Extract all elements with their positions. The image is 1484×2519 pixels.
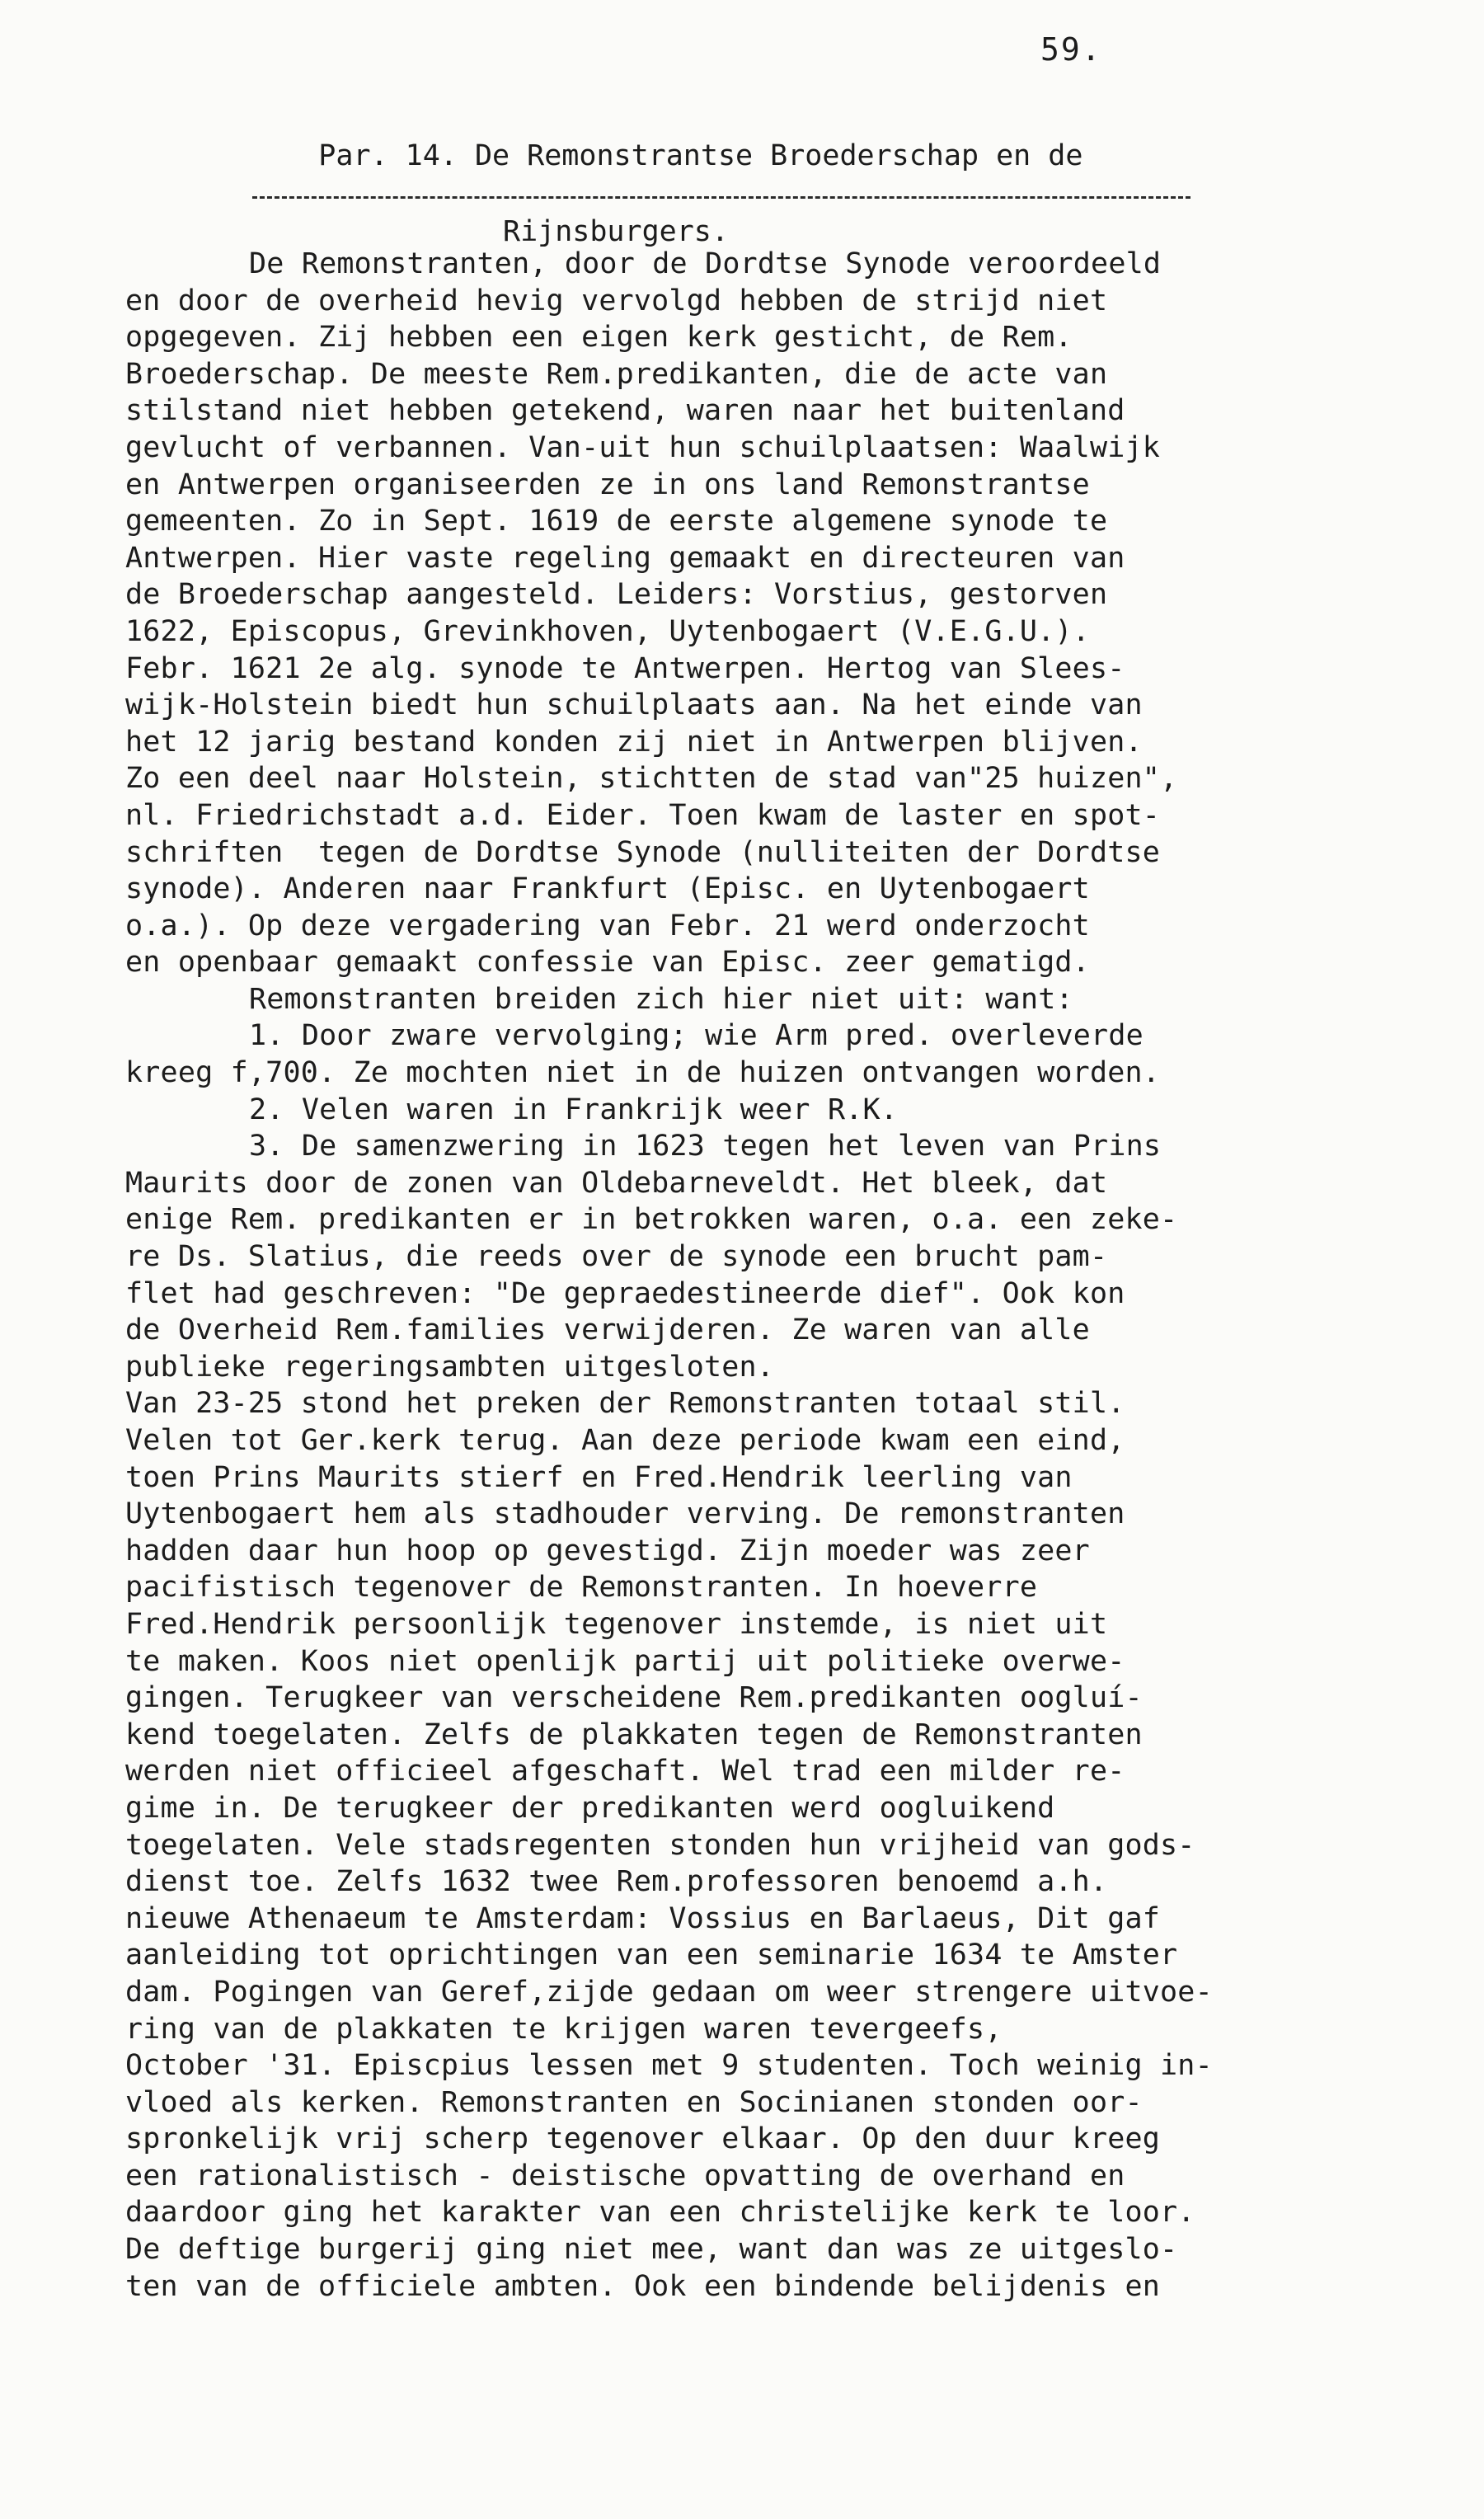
body-line: flet had geschreven: "De gepraedestineerde dief". Ook kon — [125, 1276, 1125, 1310]
heading-line-1: Par. 14. De Remonstrantse Broederschap en de — [318, 139, 1083, 172]
body-line: October '31. Episcpius lessen met 9 studenten. Toch weinig in- — [125, 2049, 1213, 2083]
body-line: gemeenten. Zo in Sept. 1619 de eerste algemene synode te — [125, 505, 1108, 538]
page-number: 59. — [1040, 31, 1102, 68]
body-line: enige Rem. predikanten er in betrokken waren, o.a. een zeke- — [125, 1203, 1178, 1237]
body-line: De deftige burgerij ging niet mee, want dan was ze uitgeslo- — [125, 2233, 1178, 2267]
body-line: Remonstranten breiden zich hier niet uit: want: — [249, 982, 1073, 1016]
body-line: daardoor ging het karakter van een christelijke kerk te loor. — [125, 2196, 1195, 2230]
body-line: Maurits door de zonen van Oldebarneveldt. Het bleek, dat — [125, 1166, 1108, 1200]
body-line: stilstand niet hebben getekend, waren naar het buitenland — [125, 394, 1125, 428]
body-line: ten van de officiele ambten. Ook een bindende belijdenis en — [125, 2269, 1161, 2303]
body-line: Velen tot Ger.kerk terug. Aan deze periode kwam een eind, — [125, 1424, 1125, 1457]
body-line: en Antwerpen organiseerden ze in ons land Remonstrantse — [125, 468, 1090, 501]
body-line: Zo een deel naar Holstein, stichtten de stad van"25 huizen", — [125, 762, 1178, 796]
heading-underline — [252, 196, 1190, 199]
body-line: o.a.). Op deze vergadering van Febr. 21 werd onderzocht — [125, 909, 1090, 942]
body-line: gevlucht of verbannen. Van-uit hun schuilplaatsen: Waalwijk — [125, 430, 1161, 464]
heading-line-2: Rijnsburgers. — [503, 215, 729, 248]
body-line: en openbaar gemaakt confessie van Episc. zeer gematigd. — [125, 946, 1090, 980]
body-line: gime in. De terugkeer der predikanten werd oogluikend — [125, 1791, 1055, 1825]
body-line: een rationalistisch - deistische opvatting de overhand en — [125, 2159, 1125, 2192]
body-line: 1622, Episcopus, Grevinkhoven, Uytenbogaert (V.E.G.U.). — [125, 614, 1090, 648]
body-line: toegelaten. Vele stadsregenten stonden hun vrijheid van gods- — [125, 1828, 1195, 1862]
body-line: en door de overheid hevig vervolgd hebben de strijd niet — [125, 284, 1108, 317]
body-line: Fred.Hendrik persoonlijk tegenover instemde, is niet uit — [125, 1607, 1108, 1641]
body-line: werden niet officieel afgeschaft. Wel trad een milder re- — [125, 1755, 1125, 1788]
body-line: de Broederschap aangesteld. Leiders: Vorstius, gestorven — [125, 578, 1108, 612]
body-line: kreeg f,700. Ze mochten niet in de huizen ontvangen worden. — [125, 1056, 1161, 1090]
body-line: Van 23-25 stond het preken der Remonstranten totaal stil. — [125, 1387, 1125, 1421]
body-line: aanleiding tot oprichtingen van een seminarie 1634 te Amster — [125, 1939, 1178, 1972]
body-line: hadden daar hun hoop op gevestigd. Zijn moeder was zeer — [125, 1534, 1090, 1567]
body-line: 1. Door zware vervolging; wie Arm pred. overleverde — [249, 1019, 1144, 1053]
body-line: te maken. Koos niet openlijk partij uit politieke overwe- — [125, 1644, 1125, 1678]
body-line: dienst toe. Zelfs 1632 twee Rem.professoren benoemd a.h. — [125, 1865, 1108, 1899]
body-line: toen Prins Maurits stierf en Fred.Hendrik leerling van — [125, 1460, 1073, 1494]
body-line: 2. Velen waren in Frankrijk weer R.K. — [249, 1093, 899, 1126]
body-line: pacifistisch tegenover de Remonstranten. In hoeverre — [125, 1571, 1038, 1605]
body-line: dam. Pogingen van Geref,zijde gedaan om weer strengere uitvoe- — [125, 1975, 1213, 2009]
body-line: kend toegelaten. Zelfs de plakkaten tegen de Remonstranten — [125, 1718, 1143, 1751]
body-line: publieke regeringsambten uitgesloten. — [125, 1350, 775, 1384]
body-line: wijk-Holstein biedt hun schuilplaats aan. Na het einde van — [125, 688, 1143, 722]
body-line: synode). Anderen naar Frankfurt (Episc. en Uytenbogaert — [125, 872, 1090, 906]
body-line: De Remonstranten, door de Dordtse Synode veroordeeld — [249, 247, 1162, 280]
body-line: schriften tegen de Dordtse Synode (nulliteiten der Dordtse — [125, 835, 1161, 869]
body-line: Febr. 1621 2e alg. synode te Antwerpen. Hertog van Slees- — [125, 651, 1125, 685]
body-line: het 12 jarig bestand konden zij niet in Antwerpen blijven. — [125, 725, 1143, 759]
body-line: gingen. Terugkeer van verscheidene Rem.predikanten oogluí- — [125, 1681, 1143, 1715]
body-text — [125, 246, 1444, 2305]
body-line: Uytenbogaert hem als stadhouder verving. De remonstranten — [125, 1497, 1125, 1531]
body-line: ring van de plakkaten te krijgen waren tevergeefs, — [125, 2012, 1003, 2046]
body-line: Broederschap. De meeste Rem.predikanten, die de acte van — [125, 357, 1108, 391]
body-line: spronkelijk vrij scherp tegenover elkaar. Op den duur kreeg — [125, 2122, 1161, 2156]
body-line: nieuwe Athenaeum te Amsterdam: Vossius en Barlaeus, Dit gaf — [125, 1901, 1161, 1935]
body-line: 3. De samenzwering in 1623 tegen het leven van Prins — [249, 1130, 1162, 1163]
body-line: opgegeven. Zij hebben een eigen kerk gesticht, de Rem. — [125, 321, 1073, 355]
body-line: re Ds. Slatius, die reeds over de synode een brucht pam- — [125, 1240, 1108, 1274]
body-line: nl. Friedrichstadt a.d. Eider. Toen kwam de laster en spot- — [125, 798, 1161, 832]
body-line: Antwerpen. Hier vaste regeling gemaakt en directeuren van — [125, 541, 1125, 575]
body-line: de Overheid Rem.families verwijderen. Ze waren van alle — [125, 1314, 1090, 1347]
body-line: vloed als kerken. Remonstranten en Socinianen stonden oor- — [125, 2085, 1143, 2119]
